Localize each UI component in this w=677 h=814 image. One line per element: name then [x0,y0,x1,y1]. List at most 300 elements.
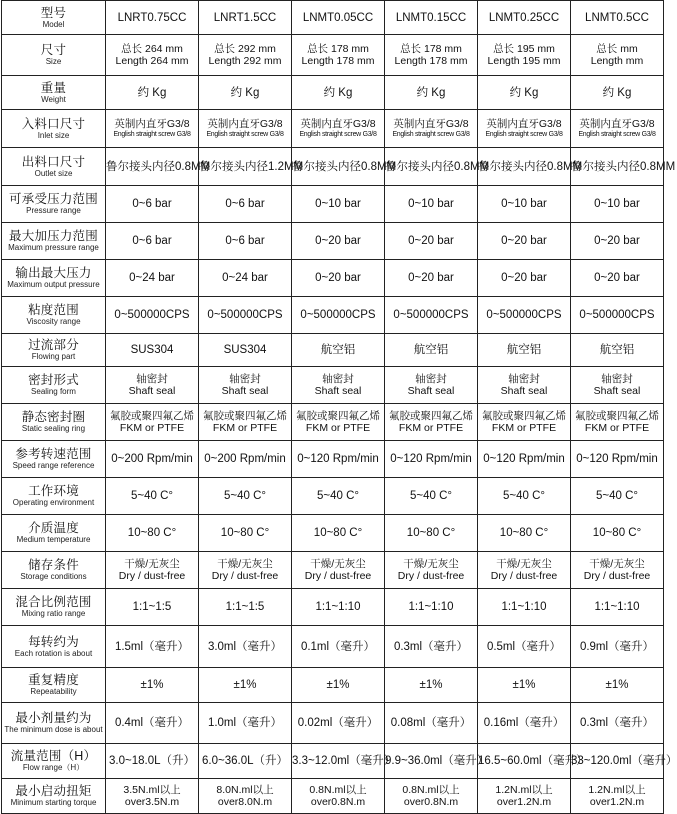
value-cell [199,668,292,703]
cell-value-zh: 干燥/无灰尘 [217,558,273,570]
cell-value-en: over8.0N.m [217,796,273,808]
row-label-zh: 输出最大压力 [15,266,92,280]
value-cell [199,779,292,814]
value-cell [292,589,385,626]
spec-table [1,0,677,814]
row-label-cell [2,404,106,441]
cell-value: 0~500000CPS [114,309,190,321]
cell-value: 0~120 Rpm/min [576,453,658,465]
cell-value-zh: 氟胶或聚四氟乙烯 [296,410,380,422]
value-cell [292,744,396,779]
cell-value-zh: 3.5N.ml以上 [123,784,181,796]
cell-value-en: English straight screw G3/8 [113,131,191,138]
spec-row [2,367,664,404]
value-cell [478,76,571,110]
value-cell [385,223,478,260]
cell-value-en: Length 195 mm [487,55,561,67]
value-cell [385,589,478,626]
cell-value-zh: 氟胶或聚四氟乙烯 [482,410,566,422]
cell-value: 3.3~12.0ml（毫升） [292,755,396,767]
model-name: LNRT0.75CC [117,11,187,24]
cell-value: 0.9ml（毫升） [579,640,655,653]
row-label-cell [2,297,106,334]
row-label-zh: 重复精度 [28,673,79,687]
cell-value: 0~10 bar [501,198,547,210]
spec-row [2,589,664,626]
row-label-zh: 型号 [40,5,67,20]
cell-value-en: English straight screw G3/8 [299,131,377,138]
row-label-cell [2,703,106,744]
value-cell [106,478,199,515]
value-cell [292,478,385,515]
cell-value-en: Length 178 mm [394,55,468,67]
cell-value-zh: 英制内直牙G3/8 [579,118,655,130]
value-cell [478,515,571,552]
row-label-zh: 介质温度 [28,521,79,535]
row-label-cell [2,110,106,148]
model-name: LNMT0.15CC [395,11,467,24]
cell-value: 1:1~1:5 [225,601,265,613]
value-cell [571,76,664,110]
cell-value-zh: 轴密封 [136,373,168,385]
cell-value: 0~24 bar [222,272,268,284]
value-cell [385,626,478,668]
row-label-en: Size [45,57,62,66]
value-cell [571,703,664,744]
value-cell [571,626,664,668]
row-label-cell [2,478,106,515]
value-cell [478,110,571,148]
cell-value-en: Dry / dust-free [118,570,186,582]
value-cell [385,297,478,334]
model-header-cell [199,1,292,35]
spec-row [2,148,664,186]
row-label-zh: 入料口尺寸 [21,116,86,131]
cell-value: 0.02ml（毫升） [297,717,379,729]
cell-value: 5~40 C° [502,490,545,502]
cell-value-zh: 氟胶或聚四氟乙烯 [389,410,473,422]
value-cell [292,367,385,404]
cell-value-en: FKM or PTFE [305,422,371,434]
row-label-cell [2,589,106,626]
cell-value: 10~80 C° [313,527,363,539]
cell-value: 航空铝 [413,344,449,356]
value-cell [199,515,292,552]
cell-value: 0~500000CPS [393,309,469,321]
row-label-en: Static sealing ring [21,424,86,433]
value-cell [292,186,385,223]
row-label-en: Repeatability [30,687,77,696]
cell-value: 5~40 C° [223,490,266,502]
row-label-en: Each rotation is about [14,648,93,658]
model-header-cell [106,1,199,35]
cell-value-zh: 轴密封 [601,373,633,385]
value-cell [478,297,571,334]
value-cell [571,668,664,703]
row-label-cell [2,260,106,297]
cell-value-en: Shaft seal [500,385,548,397]
cell-value: 0~500000CPS [486,309,562,321]
row-label-zh: 储存条件 [28,558,79,572]
value-cell [478,186,571,223]
row-label-cell [2,515,106,552]
cell-value: 0~500000CPS [300,309,376,321]
row-label-zh: 尺寸 [40,43,67,57]
value-cell [478,367,571,404]
value-cell [199,703,292,744]
row-label-cell [2,552,106,589]
cell-value-en: FKM or PTFE [398,422,464,434]
value-cell [292,148,397,186]
cell-value-zh: 总长 mm [596,43,638,55]
value-cell [385,367,478,404]
value-cell [478,478,571,515]
cell-value: 0~500000CPS [579,309,655,321]
cell-value-zh: 英制内直牙G3/8 [114,118,190,130]
value-cell [571,334,664,367]
cell-value: 9.9~36.0ml（毫升） [385,755,489,767]
spec-row [2,35,664,76]
value-cell [292,110,385,148]
cell-value-en: Dry / dust-free [211,570,279,582]
cell-value: 0~6 bar [225,198,265,210]
value-cell [199,110,292,148]
cell-value: 约 Kg [509,86,539,99]
spec-row [2,441,664,478]
spec-row [2,478,664,515]
cell-value-zh: 英制内直牙G3/8 [207,118,283,130]
cell-value: 1:1~1:10 [408,601,454,613]
cell-value-en: Shaft seal [407,385,455,397]
cell-value: 0~20 bar [315,272,361,284]
value-cell [571,779,664,814]
cell-value: 航空铝 [506,344,542,356]
value-cell [385,334,478,367]
model-header-cell [292,1,385,35]
cell-value-en: over1.2N.m [589,796,645,808]
cell-value: 约 Kg [137,86,167,99]
cell-value-en: Dry / dust-free [583,570,651,582]
spec-row [2,779,664,814]
value-cell [571,744,677,779]
header-row [2,1,664,35]
value-cell [106,35,199,76]
row-label-zh: 最小启动扭矩 [15,784,92,798]
value-cell [292,626,385,668]
cell-value-en: Shaft seal [221,385,269,397]
row-label-cell [2,186,106,223]
value-cell [478,589,571,626]
cell-value-zh: 总长 178 mm [307,43,369,55]
cell-value: 1:1~1:5 [132,601,172,613]
value-cell [106,110,199,148]
value-cell [292,334,385,367]
row-label-cell [2,441,106,478]
value-cell [571,110,664,148]
value-cell [478,334,571,367]
cell-value-en: Dry / dust-free [304,570,372,582]
value-cell [385,110,478,148]
value-cell [199,367,292,404]
row-label-en: Maximum output pressure [7,280,100,289]
row-label-en: Flowing part [31,352,76,361]
value-cell [571,297,664,334]
model-name: LNMT0.5CC [585,11,649,24]
value-cell [385,668,478,703]
cell-value-en: over0.8N.m [310,796,366,808]
cell-value-zh: 干燥/无灰尘 [589,558,645,570]
value-cell [478,703,571,744]
cell-value: ±1% [326,679,350,691]
cell-value: 航空铝 [320,344,356,356]
value-cell [571,478,664,515]
value-cell [106,589,199,626]
value-cell [385,552,478,589]
spec-row [2,703,664,744]
cell-value: 3.0~18.0L（升） [109,755,195,767]
spec-row [2,223,664,260]
model-header-cell [571,1,664,35]
spec-row [2,515,664,552]
cell-value: 0~10 bar [594,198,640,210]
cell-value: ±1% [140,679,164,691]
cell-value-zh: 轴密封 [322,373,354,385]
cell-value: 0~20 bar [594,235,640,247]
spec-row [2,334,664,367]
row-label-en: Weight [41,94,66,104]
cell-value-zh: 总长 292 mm [214,43,276,55]
row-label-en: Flow range（H） [22,763,85,772]
cell-value-zh: 总长 195 mm [493,43,555,55]
cell-value-zh: 氟胶或聚四氟乙烯 [575,410,659,422]
cell-value: SUS304 [130,344,174,356]
cell-value: 0.1ml（毫升） [300,640,376,653]
cell-value-zh: 1.2N.ml以上 [588,784,646,796]
value-cell [292,515,385,552]
cell-value: 0.3ml（毫升） [579,717,655,729]
value-cell [106,703,199,744]
row-label-cell [2,223,106,260]
cell-value: 0.08ml（毫升） [390,717,472,729]
cell-value-zh: 总长 178 mm [400,43,462,55]
value-cell [106,297,199,334]
row-label-cell [2,334,106,367]
value-cell [106,626,199,668]
value-cell [106,367,199,404]
cell-value: 0.5ml（毫升） [486,640,562,653]
cell-value-zh: 英制内直牙G3/8 [300,118,376,130]
model-name: LNRT1.5CC [213,11,277,24]
cell-value: 5~40 C° [595,490,638,502]
cell-value-en: English straight screw G3/8 [206,131,284,138]
cell-value-zh: 英制内直牙G3/8 [486,118,562,130]
value-cell [478,668,571,703]
cell-value: 6.0~36.0L（升） [202,755,288,767]
cell-value-en: Length 264 mm [115,55,189,67]
row-label-cell [2,779,106,814]
cell-value: 5~40 C° [316,490,359,502]
cell-value: ±1% [233,679,257,691]
cell-value: 约 Kg [416,86,446,99]
row-label-zh: 流量范围（H） [10,749,97,763]
cell-value: 0~500000CPS [207,309,283,321]
row-label-cell [2,626,106,668]
spec-row [2,668,664,703]
cell-value-en: Length 292 mm [208,55,282,67]
cell-value: 0~20 bar [315,235,361,247]
cell-value: 航空铝 [599,344,635,356]
row-label-cell [2,76,106,110]
value-cell [571,589,664,626]
cell-value-en: Dry / dust-free [397,570,465,582]
value-cell [199,589,292,626]
cell-value-en: English straight screw G3/8 [485,131,563,138]
cell-value-en: FKM or PTFE [119,422,185,434]
spec-row [2,260,664,297]
cell-value-en: over0.8N.m [403,796,459,808]
row-label-en: Model [42,19,65,29]
value-cell [106,148,211,186]
cell-value-en: Shaft seal [593,385,641,397]
value-cell [106,223,199,260]
value-cell [478,148,583,186]
row-label-zh: 过流部分 [28,338,79,352]
row-label-zh: 粘度范围 [28,303,79,317]
cell-value: ±1% [512,679,536,691]
cell-value: 0~20 bar [408,235,454,247]
cell-value: 3.0ml（毫升） [207,640,283,653]
cell-value: 0~6 bar [132,235,172,247]
cell-value: 0.3ml（毫升） [393,640,469,653]
cell-value: ±1% [605,679,629,691]
row-label-en: Viscosity range [26,317,81,326]
value-cell [571,260,664,297]
cell-value: 0~10 bar [315,198,361,210]
cell-value: 0.4ml（毫升） [114,717,190,729]
value-cell [199,260,292,297]
value-cell [571,148,676,186]
cell-value: 5~40 C° [130,490,173,502]
cell-value: 1.0ml（毫升） [207,717,283,729]
cell-value-zh: 轴密封 [229,373,261,385]
value-cell [199,297,292,334]
value-cell [385,260,478,297]
cell-value-en: Length 178 mm [301,55,375,67]
value-cell [478,441,571,478]
value-cell [106,186,199,223]
value-cell [199,334,292,367]
cell-value: 1:1~1:10 [315,601,361,613]
cell-value-en: over1.2N.m [496,796,552,808]
spec-row [2,404,664,441]
cell-value: 0~200 Rpm/min [111,453,193,465]
row-label-en: Speed range reference [12,461,95,470]
row-label-zh: 工作环境 [28,484,79,498]
cell-value: 鲁尔接头内径1.2MM [199,160,304,173]
value-cell [292,441,385,478]
cell-value: 约 Kg [602,86,632,99]
spec-row [2,110,664,148]
cell-value: 16.5~60.0ml（毫升） [478,755,588,767]
value-cell [478,626,571,668]
value-cell [106,404,199,441]
value-cell [106,76,199,110]
value-cell [292,260,385,297]
value-cell [106,515,199,552]
cell-value-zh: 英制内直牙G3/8 [393,118,469,130]
spec-table-body [2,1,677,814]
cell-value-zh: 轴密封 [415,373,447,385]
cell-value: 10~80 C° [127,527,177,539]
row-label-en: Mixing ratio range [21,609,86,618]
model-header-cell [385,1,478,35]
value-cell [199,148,304,186]
cell-value: ±1% [419,679,443,691]
value-cell [292,703,385,744]
cell-value-en: English straight screw G3/8 [392,131,470,138]
cell-value: 约 Kg [230,86,260,99]
cell-value: 鲁尔接头内径0.8MM [385,160,490,173]
cell-value-en: Shaft seal [128,385,176,397]
row-label-cell [2,35,106,76]
value-cell [571,223,664,260]
cell-value-en: FKM or PTFE [491,422,557,434]
value-cell [106,441,199,478]
cell-value-en: Length mm [590,55,644,67]
row-label-cell [2,668,106,703]
row-label-en: Sealing form [31,387,76,396]
cell-value-en: Dry / dust-free [490,570,558,582]
row-label-en: Inlet size [37,130,70,140]
row-label-en: Medium temperature [16,535,91,544]
value-cell [571,552,664,589]
value-cell [385,515,478,552]
value-cell [292,76,385,110]
cell-value: 鲁尔接头内径0.8MM [478,160,583,173]
cell-value-en: FKM or PTFE [584,422,650,434]
cell-value-zh: 总长 264 mm [121,43,183,55]
row-label-en: The minimum dose is about [4,725,103,734]
value-cell [199,76,292,110]
spec-row [2,552,664,589]
value-cell [292,552,385,589]
model-name: LNMT0.05CC [302,11,374,24]
value-cell [478,223,571,260]
value-cell [385,744,489,779]
cell-value: 0~200 Rpm/min [204,453,286,465]
cell-value: 0~6 bar [225,235,265,247]
value-cell [385,76,478,110]
row-label-zh: 每转约为 [28,634,79,649]
value-cell [571,441,664,478]
cell-value: 0~6 bar [132,198,172,210]
cell-value: 0~24 bar [129,272,175,284]
spec-row [2,626,664,668]
value-cell [199,744,292,779]
spec-row [2,744,664,779]
cell-value: 0~120 Rpm/min [297,453,379,465]
value-cell [385,779,478,814]
cell-value: 0.16ml（毫升） [483,717,565,729]
value-cell [199,441,292,478]
cell-value: 鲁尔接头内径0.8MM [571,160,676,173]
cell-value: 10~80 C° [220,527,270,539]
value-cell [385,703,478,744]
value-cell [292,35,385,76]
value-cell [571,515,664,552]
cell-value: SUS304 [223,344,267,356]
value-cell [292,668,385,703]
